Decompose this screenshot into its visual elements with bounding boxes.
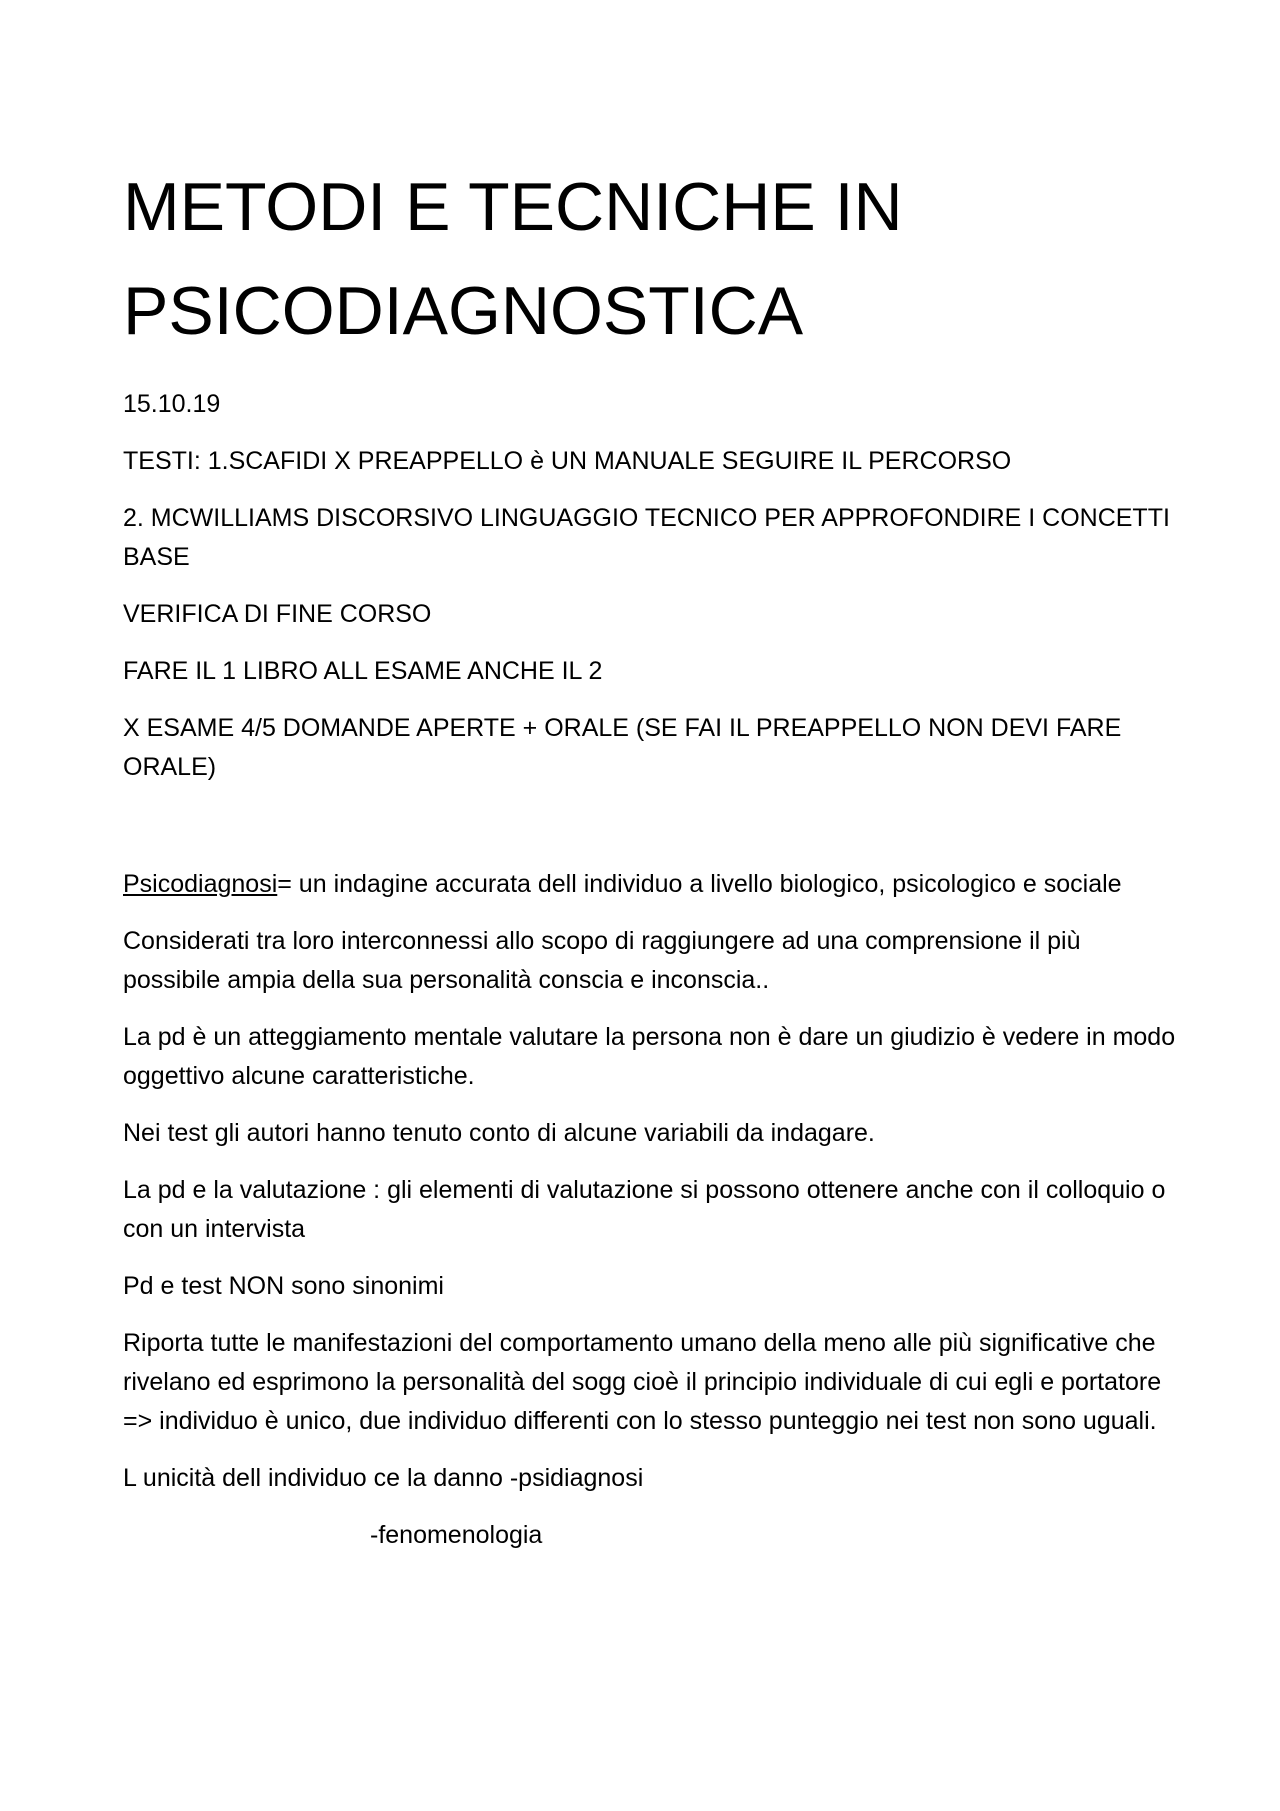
definition-paragraph	[123, 865, 1183, 904]
body-paragraph: L unicità dell individuo ce la danno -psidiagnosi	[123, 1464, 644, 1492]
note-line: VERIFICA DI FINE CORSO	[123, 600, 432, 628]
title-line-2: PSICODIAGNOSTICA	[123, 273, 804, 349]
note-line: X ESAME 4/5 DOMANDE APERTE + ORALE (SE FAI IL PREAPPELLO NON DEVI FARE ORALE)	[123, 714, 1122, 781]
body-paragraph: Considerati tra loro interconnessi allo scopo di raggiungere ad una comprensione il più possibile ampia della sua personalità conscia e inconscia..	[123, 927, 1081, 994]
note-line: 2. MCWILLIAMS DISCORSIVO LINGUAGGIO TECNICO PER APPROFONDIRE I CONCETTI BASE	[123, 504, 1170, 571]
note-line: TESTI: 1.SCAFIDI X PREAPPELLO è UN MANUALE SEGUIRE IL PERCORSO	[123, 447, 1012, 475]
date-line: 15.10.19	[123, 390, 221, 418]
body-paragraph: Nei test gli autori hanno tenuto conto di alcune variabili da indagare.	[123, 1119, 875, 1147]
definition-text: = un indagine accurata dell individuo a livello biologico, psicologico e sociale	[277, 870, 1122, 898]
indented-item: -fenomenologia	[370, 1521, 543, 1549]
body-paragraph: Riporta tutte le manifestazioni del comportamento umano della meno alle più significative che rivelano ed esprimono la personalità del sogg cioè il principio individuale di cui egli e portatore => individuo è unico, due individuo differenti con lo stesso punteggio nei test non sono uguali.	[123, 1329, 1162, 1435]
document-title	[123, 155, 1183, 363]
body-paragraph: La pd e la valutazione : gli elementi di valutazione si possono ottenere anche con il colloquio o con un intervista	[123, 1176, 1166, 1243]
title-line-1: METODI E TECNICHE IN	[123, 169, 903, 245]
body-paragraph: La pd è un atteggiamento mentale valutare la persona non è dare un giudizio è vedere in modo oggettivo alcune caratteristiche.	[123, 1023, 1176, 1090]
definition-term: Psicodiagnosi	[123, 870, 278, 898]
body-paragraph: Pd e test NON sono sinonimi	[123, 1272, 444, 1300]
note-line: FARE IL 1 LIBRO ALL ESAME ANCHE IL 2	[123, 657, 603, 685]
document-content	[123, 155, 1183, 1555]
